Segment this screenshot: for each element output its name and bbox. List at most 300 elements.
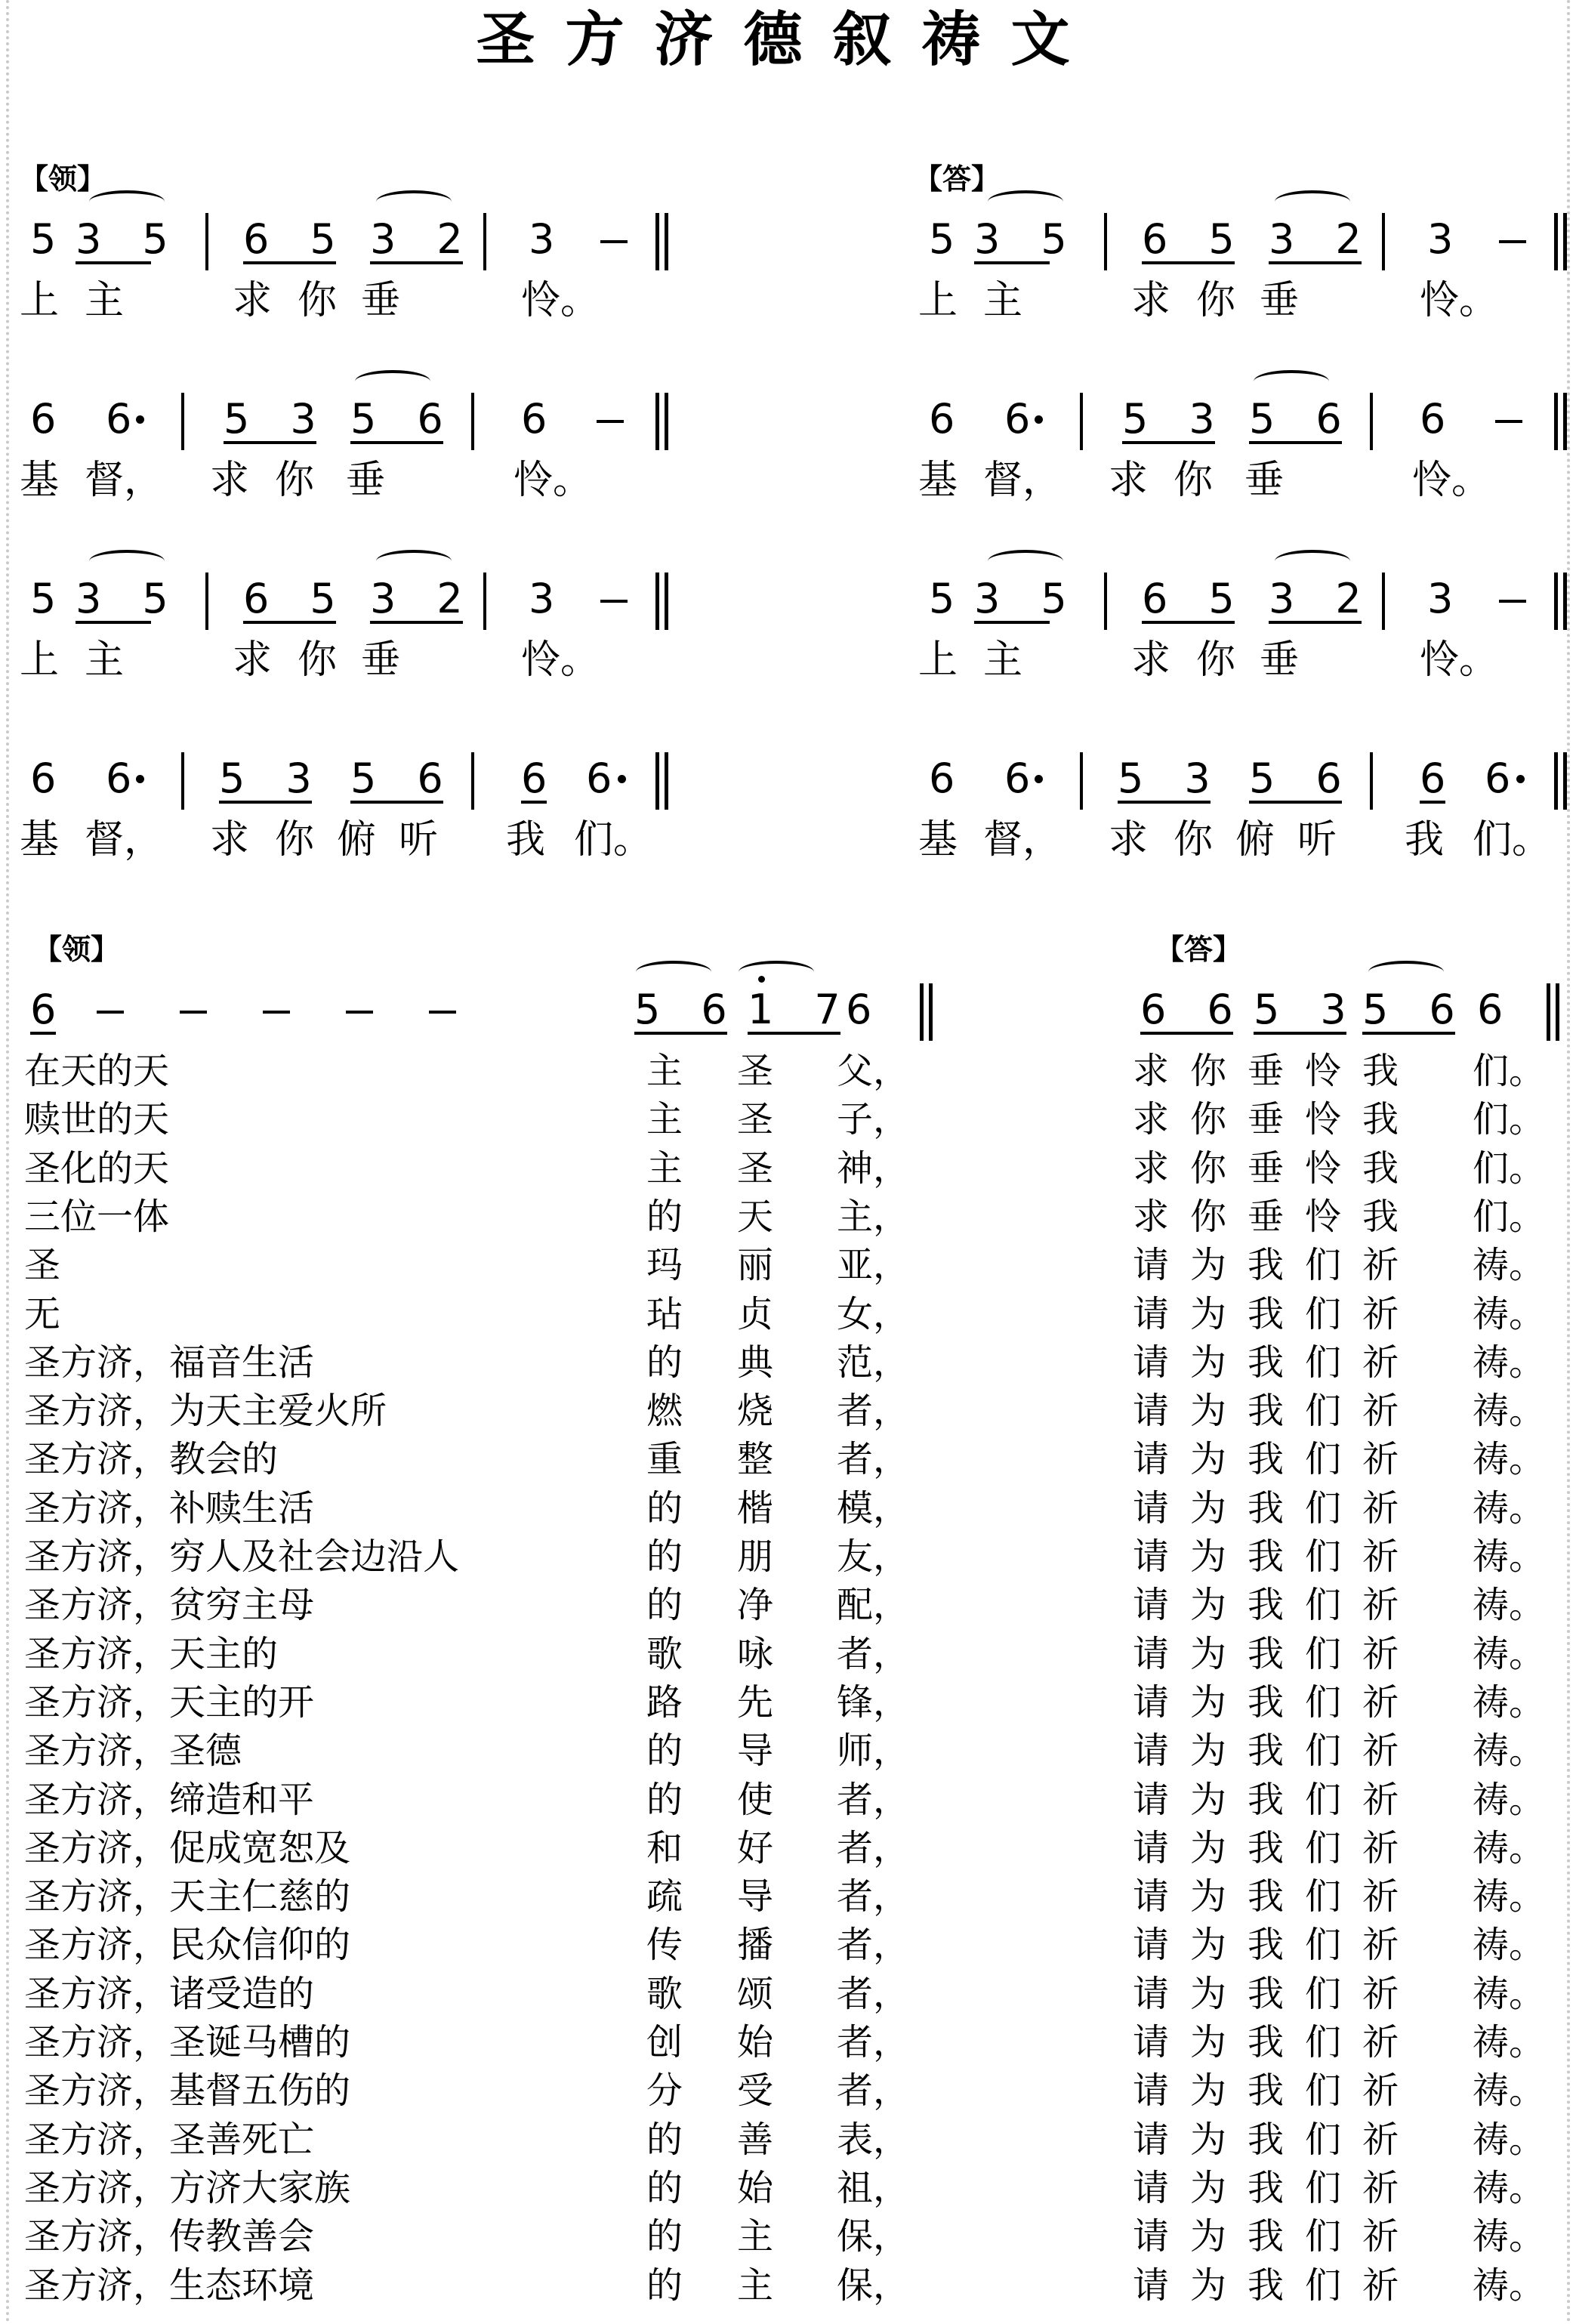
note: 5 3 — [219, 755, 312, 802]
litany-response: 请为我们祈 — [1133, 1924, 1420, 1967]
barline — [1104, 573, 1107, 630]
litany-mid-word: 范， — [837, 1341, 910, 1384]
litany-response-end: 祷。 — [1473, 1438, 1546, 1481]
final-barline — [1554, 393, 1558, 450]
litany-response: 请为我们祈 — [1133, 2069, 1420, 2113]
litany-mid-word: 始 — [736, 2166, 773, 2209]
litany-mid-word: 主 — [646, 1050, 683, 1092]
barline — [1080, 752, 1083, 810]
litany-mid-word: 圣 — [736, 1147, 773, 1190]
litany-lead-text: 三位一体 — [24, 1195, 170, 1238]
litany-mid-word: 主 — [646, 1098, 683, 1141]
litany-mid-word: 女， — [837, 1292, 910, 1335]
litany-response: 请为我们祈 — [1133, 1438, 1420, 1481]
note: 5 6 — [350, 395, 443, 443]
lyric-word: 求 — [210, 817, 250, 863]
note: 3 — [529, 215, 555, 263]
lyric-word: 垂 — [346, 458, 386, 503]
litany-response: 请为我们祈 — [1133, 1632, 1420, 1675]
slur — [988, 190, 1063, 213]
note: 5 — [30, 575, 57, 622]
litany-lead-text: 圣方济，缔造和平 — [24, 1778, 315, 1821]
lyric-word: 听 — [1297, 817, 1337, 863]
note: 6 — [30, 395, 57, 443]
litany-mid-word: 主 — [736, 2264, 773, 2307]
litany-response-end: 祷。 — [1473, 2215, 1546, 2258]
litany-mid-word: 师， — [837, 1730, 910, 1773]
litany-mid-word: 保， — [837, 2264, 910, 2307]
litany-response: 求你垂怜我 — [1133, 1050, 1420, 1092]
litany-response-end: 祷。 — [1473, 1826, 1546, 1869]
note: 3 5 — [974, 575, 1067, 622]
high-octave-dot — [758, 976, 765, 983]
note: 6 — [1420, 755, 1446, 802]
note: 6 5 — [243, 575, 336, 622]
lyric-word: 基 — [20, 458, 60, 503]
barline — [181, 393, 184, 450]
litany-lead-text: 圣方济，天主的开 — [24, 1681, 315, 1724]
litany-mid-word: 使 — [736, 1778, 773, 1821]
litany-response: 请为我们祈 — [1133, 1681, 1420, 1724]
lyric-word: 求 — [1131, 637, 1171, 683]
lyric-word: 你 — [275, 458, 315, 503]
lyric-word: 你 — [298, 278, 338, 323]
litany-response-end: 祷。 — [1473, 1730, 1546, 1773]
litany-mid-word: 歌 — [646, 1632, 683, 1675]
litany-response: 请为我们祈 — [1133, 1875, 1420, 1918]
note: 6 5 — [1142, 575, 1235, 622]
litany-lead-text: 圣方济，民众信仰的 — [24, 1924, 351, 1967]
lyric-word: 你 — [1174, 458, 1214, 503]
note: 3 5 — [974, 215, 1067, 263]
hold-dash — [97, 1011, 124, 1014]
litany-mid-word: 者， — [837, 1826, 910, 1869]
lyric-word: 俯 — [337, 817, 377, 863]
litany-mid-word: 净 — [736, 1584, 773, 1627]
lyric-word: 怜。 — [1412, 458, 1491, 503]
lyric-word: 你 — [1174, 817, 1214, 863]
litany-lead-text: 圣化的天 — [24, 1147, 170, 1190]
litany-lead-text: 圣方济，基督五伤的 — [24, 2069, 351, 2113]
barline — [483, 213, 486, 270]
lyric-word: 垂 — [1260, 278, 1300, 323]
litany-response: 请为我们祈 — [1133, 1584, 1420, 1627]
final-barline — [1554, 752, 1558, 810]
page-border-right — [1567, 0, 1570, 2324]
litany-mid-word: 主， — [837, 1195, 910, 1238]
litany-mid-word: 玷 — [646, 1292, 683, 1335]
lyric-word: 基 — [918, 458, 958, 503]
augmentation-dot — [1035, 415, 1043, 424]
litany-lead-text: 圣方济，生态环境 — [24, 2264, 315, 2307]
hold-dash — [600, 240, 628, 243]
litany-response: 请为我们祈 — [1133, 1341, 1420, 1384]
litany-mid-word: 善 — [736, 2118, 773, 2161]
final-barline — [1554, 213, 1558, 270]
lyric-word: 基 — [20, 817, 60, 863]
litany-lead-text: 圣方济，促成宽恕及 — [24, 1826, 351, 1869]
litany-response-end: 祷。 — [1473, 1778, 1546, 1821]
litany-response: 求你垂怜我 — [1133, 1147, 1420, 1190]
final-barline — [655, 752, 659, 810]
page-border-left — [6, 0, 9, 2324]
note: 3 — [1427, 215, 1454, 263]
litany-response: 请为我们祈 — [1133, 2118, 1420, 2161]
slur — [739, 961, 814, 983]
litany-lead-text: 圣方济，圣德 — [24, 1730, 242, 1773]
slur — [1275, 550, 1350, 573]
litany-response: 求你垂怜我 — [1133, 1195, 1420, 1238]
litany-mid-word: 者， — [837, 1924, 910, 1967]
litany-mid-word: 友， — [837, 1535, 910, 1578]
final-barline — [1547, 983, 1550, 1041]
litany-response-end: 祷。 — [1473, 2166, 1546, 2209]
slur — [355, 370, 430, 393]
litany-mid-word: 锋， — [837, 1681, 910, 1724]
lyric-word: 求 — [1109, 817, 1149, 863]
litany-mid-word: 神， — [837, 1147, 910, 1190]
barline — [1370, 752, 1373, 810]
litany-mid-word: 播 — [736, 1924, 773, 1967]
litany-mid-word: 导 — [736, 1875, 773, 1918]
litany-response: 请为我们祈 — [1133, 2264, 1420, 2307]
litany-mid-word: 主 — [736, 2215, 773, 2258]
lyric-word: 们。 — [1473, 817, 1552, 863]
litany-mid-word: 导 — [736, 1730, 773, 1773]
final-barline — [920, 983, 924, 1041]
lyric-word: 求 — [233, 637, 273, 683]
lyric-word: 督， — [983, 458, 1062, 503]
litany-mid-word: 表， — [837, 2118, 910, 2161]
litany-mid-word: 的 — [646, 2264, 683, 2307]
litany-lead-text: 圣方济，传教善会 — [24, 2215, 315, 2258]
hold-dash — [597, 420, 624, 423]
litany-mid-word: 典 — [736, 1341, 773, 1384]
note: 3 5 — [76, 215, 168, 263]
lyric-word: 督， — [85, 458, 164, 503]
lyric-word: 听 — [399, 817, 439, 863]
note: 6 — [106, 755, 132, 802]
litany-mid-word: 父， — [837, 1050, 910, 1092]
hold-dash — [1499, 600, 1526, 603]
litany-lead-text: 圣方济，穷人及社会边沿人 — [24, 1535, 460, 1578]
litany-mid-word: 玛 — [646, 1244, 683, 1287]
litany-lead-text: 圣方济，福音生活 — [24, 1341, 315, 1384]
litany-mid-word: 和 — [646, 1826, 683, 1869]
note: 6 6 — [1140, 986, 1233, 1033]
note: 6 — [521, 395, 547, 443]
litany-lead-text: 圣 — [24, 1244, 61, 1287]
litany-response-end: 祷。 — [1473, 1924, 1546, 1967]
lyric-word: 督， — [983, 817, 1062, 863]
litany-mid-word: 的 — [646, 2118, 683, 2161]
lyric-word: 怜。 — [1420, 278, 1499, 323]
label-lead: 【领】 — [33, 932, 120, 966]
litany-mid-word: 者， — [837, 1632, 910, 1675]
litany-mid-word: 者， — [837, 2021, 910, 2063]
litany-mid-word: 者， — [837, 2069, 910, 2113]
litany-mid-word: 圣 — [736, 1098, 773, 1141]
litany-mid-word: 分 — [646, 2069, 683, 2113]
litany-mid-word: 朋 — [736, 1535, 773, 1578]
litany-mid-word: 的 — [646, 1195, 683, 1238]
slur — [1368, 961, 1444, 983]
lyric-word: 上 — [918, 637, 958, 683]
final-barline — [655, 213, 659, 270]
note: 5 3 — [1254, 986, 1346, 1033]
lyric-word: 上 — [918, 278, 958, 323]
barline — [1080, 393, 1083, 450]
litany-lead-text: 无 — [24, 1292, 61, 1335]
litany-mid-word: 的 — [646, 2166, 683, 2209]
augmentation-dot — [136, 775, 144, 783]
slur — [636, 961, 711, 983]
litany-lead-text: 圣方济，贫穷主母 — [24, 1584, 315, 1627]
note: 5 6 — [634, 986, 727, 1033]
note: 6 — [521, 755, 547, 802]
litany-response: 请为我们祈 — [1133, 1730, 1420, 1773]
note: 3 — [1427, 575, 1454, 622]
litany-mid-word: 咏 — [736, 1632, 773, 1675]
litany-lead-text: 在天的天 — [24, 1050, 170, 1092]
litany-lead-text: 圣方济，诸受造的 — [24, 1972, 315, 2015]
augmentation-dot — [136, 415, 144, 424]
barline — [205, 213, 208, 270]
litany-response-end: 们。 — [1473, 1098, 1546, 1141]
litany-response: 请为我们祈 — [1133, 1244, 1420, 1287]
note: 6 — [30, 986, 57, 1033]
litany-response-end: 们。 — [1473, 1050, 1546, 1092]
lyric-word: 怜。 — [1420, 637, 1499, 683]
litany-response: 请为我们祈 — [1133, 1535, 1420, 1578]
litany-response-end: 祷。 — [1473, 1535, 1546, 1578]
litany-lead-text: 圣方济，教会的 — [24, 1438, 279, 1481]
note: 3 2 — [1269, 215, 1362, 263]
lyric-word: 垂 — [361, 278, 401, 323]
slur — [1275, 190, 1350, 213]
litany-mid-word: 者， — [837, 1972, 910, 2015]
lyric-word: 俯 — [1235, 817, 1275, 863]
barline — [1382, 213, 1385, 270]
litany-response: 请为我们祈 — [1133, 1486, 1420, 1529]
litany-mid-word: 者， — [837, 1438, 910, 1481]
hold-dash — [429, 1011, 456, 1014]
litany-mid-word: 歌 — [646, 1972, 683, 2015]
litany-mid-word: 丽 — [736, 1244, 773, 1287]
litany-mid-word: 的 — [646, 1730, 683, 1773]
note: 3 — [529, 575, 555, 622]
litany-mid-word: 主 — [646, 1147, 683, 1190]
litany-mid-word: 颂 — [736, 1972, 773, 2015]
lyric-word: 们。 — [574, 817, 653, 863]
litany-response-end: 们。 — [1473, 1195, 1546, 1238]
final-barline — [1554, 573, 1558, 630]
hold-dash — [600, 600, 628, 603]
litany-lead-text: 圣方济，补赎生活 — [24, 1486, 315, 1529]
barline — [181, 752, 184, 810]
litany-response: 请为我们祈 — [1133, 2166, 1420, 2209]
augmentation-dot — [1516, 775, 1525, 783]
litany-mid-word: 烧 — [736, 1390, 773, 1433]
litany-mid-word: 祖， — [837, 2166, 910, 2209]
note: 6 5 — [243, 215, 336, 263]
barline — [1382, 573, 1385, 630]
note: 6 — [846, 986, 872, 1033]
lyric-word: 主 — [983, 637, 1023, 683]
litany-mid-word: 子， — [837, 1098, 910, 1141]
note: 6 — [586, 755, 612, 802]
litany-response-end: 祷。 — [1473, 2021, 1546, 2063]
lyric-word: 主 — [983, 278, 1023, 323]
litany-mid-word: 创 — [646, 2021, 683, 2063]
litany-response-end: 祷。 — [1473, 2118, 1546, 2161]
litany-lead-text: 圣方济，天主仁慈的 — [24, 1875, 351, 1918]
barline — [471, 752, 474, 810]
lyric-word: 基 — [918, 817, 958, 863]
note: 6 — [30, 755, 57, 802]
slur — [89, 550, 165, 573]
lyric-word: 我 — [1405, 817, 1445, 863]
litany-mid-word: 受 — [736, 2069, 773, 2113]
note: 6 — [1485, 755, 1511, 802]
litany-mid-word: 疏 — [646, 1875, 683, 1918]
slur — [376, 550, 452, 573]
label-lead: 【领】 — [20, 162, 106, 196]
lyric-word: 求 — [1131, 278, 1171, 323]
lyric-word: 怜。 — [514, 458, 593, 503]
lyric-word: 垂 — [1244, 458, 1285, 503]
litany-mid-word: 者， — [837, 1390, 910, 1433]
litany-response-end: 祷。 — [1473, 2069, 1546, 2113]
litany-response-end: 祷。 — [1473, 1390, 1546, 1433]
litany-response-end: 祷。 — [1473, 1584, 1546, 1627]
barline — [471, 393, 474, 450]
barline — [205, 573, 208, 630]
litany-response: 请为我们祈 — [1133, 2021, 1420, 2063]
note: 6 — [1004, 755, 1031, 802]
note: 5 6 — [1362, 986, 1455, 1033]
litany-mid-word: 的 — [646, 1341, 683, 1384]
litany-response: 请为我们祈 — [1133, 1778, 1420, 1821]
hold-dash — [346, 1011, 373, 1014]
note: 3 2 — [370, 215, 463, 263]
lyric-word: 垂 — [1260, 637, 1300, 683]
litany-mid-word: 始 — [736, 2021, 773, 2063]
note: 3 2 — [1269, 575, 1362, 622]
lyric-word: 求 — [1109, 458, 1149, 503]
litany-mid-word: 的 — [646, 1486, 683, 1529]
note: 3 2 — [370, 575, 463, 622]
hold-dash — [180, 1011, 207, 1014]
litany-mid-word: 的 — [646, 2215, 683, 2258]
barline — [483, 573, 486, 630]
litany-mid-word: 亚， — [837, 1244, 910, 1287]
note: 5 3 — [1122, 395, 1215, 443]
litany-mid-word: 的 — [646, 1535, 683, 1578]
litany-mid-word: 圣 — [736, 1050, 773, 1092]
litany-response: 请为我们祈 — [1133, 1826, 1420, 1869]
litany-mid-word: 天 — [736, 1195, 773, 1238]
litany-mid-word: 好 — [736, 1826, 773, 1869]
lyric-word: 主 — [85, 278, 125, 323]
litany-mid-word: 先 — [736, 1681, 773, 1724]
lyric-word: 我 — [506, 817, 546, 863]
lyric-word: 你 — [1196, 278, 1236, 323]
litany-response: 请为我们祈 — [1133, 1972, 1420, 2015]
hold-dash — [263, 1011, 290, 1014]
slur — [89, 190, 165, 213]
note: 6 — [929, 755, 955, 802]
lyric-word: 你 — [1196, 637, 1236, 683]
litany-response-end: 祷。 — [1473, 1972, 1546, 2015]
litany-response-end: 祷。 — [1473, 1632, 1546, 1675]
note: 5 3 — [224, 395, 316, 443]
litany-lead-text: 赎世的天 — [24, 1098, 170, 1141]
note: 6 — [106, 395, 132, 443]
litany-mid-word: 者， — [837, 1778, 910, 1821]
note: 6 — [929, 395, 955, 443]
note: 1 7 — [748, 986, 840, 1033]
note: 5 6 — [350, 755, 443, 802]
lyric-word: 怜。 — [521, 637, 600, 683]
note: 3 5 — [76, 575, 168, 622]
litany-lead-text: 圣方济，天主的 — [24, 1632, 279, 1675]
barline — [1104, 213, 1107, 270]
lyric-word: 上 — [20, 278, 60, 323]
litany-lead-text: 圣方济，方济大家族 — [24, 2166, 351, 2209]
lyric-word: 求 — [233, 278, 273, 323]
hold-dash — [1495, 420, 1522, 423]
litany-response: 请为我们祈 — [1133, 2215, 1420, 2258]
litany-response: 请为我们祈 — [1133, 1390, 1420, 1433]
litany-mid-word: 燃 — [646, 1390, 683, 1433]
litany-mid-word: 的 — [646, 1778, 683, 1821]
litany-response-end: 祷。 — [1473, 1244, 1546, 1287]
final-barline — [655, 393, 659, 450]
augmentation-dot — [1035, 775, 1043, 783]
lyric-word: 你 — [275, 817, 315, 863]
lyric-word: 垂 — [361, 637, 401, 683]
note: 5 6 — [1249, 395, 1342, 443]
litany-lead-text: 圣方济，圣诞马槽的 — [24, 2021, 351, 2063]
litany-mid-word: 的 — [646, 1584, 683, 1627]
litany-lead-text: 圣方济，为天主爱火所 — [24, 1390, 387, 1433]
lyric-word: 主 — [85, 637, 125, 683]
litany-mid-word: 贞 — [736, 1292, 773, 1335]
augmentation-dot — [618, 775, 626, 783]
litany-mid-word: 配， — [837, 1584, 910, 1627]
litany-response-end: 祷。 — [1473, 1341, 1546, 1384]
litany-mid-word: 整 — [736, 1438, 773, 1481]
litany-response-end: 祷。 — [1473, 1486, 1546, 1529]
lyric-word: 上 — [20, 637, 60, 683]
litany-response: 请为我们祈 — [1133, 1292, 1420, 1335]
note: 6 — [1004, 395, 1031, 443]
slur — [1254, 370, 1329, 393]
label-answer: 【答】 — [1155, 932, 1242, 966]
litany-lead-text: 圣方济，圣善死亡 — [24, 2118, 315, 2161]
barline — [1370, 393, 1373, 450]
note: 6 — [1420, 395, 1446, 443]
litany-mid-word: 保， — [837, 2215, 910, 2258]
label-answer: 【答】 — [914, 162, 1001, 196]
lyric-word: 督， — [85, 817, 164, 863]
litany-response-end: 祷。 — [1473, 1292, 1546, 1335]
slur — [988, 550, 1063, 573]
lyric-word: 你 — [298, 637, 338, 683]
page-title: 圣方济德叙祷文 — [476, 5, 1100, 74]
note: 6 5 — [1142, 215, 1235, 263]
